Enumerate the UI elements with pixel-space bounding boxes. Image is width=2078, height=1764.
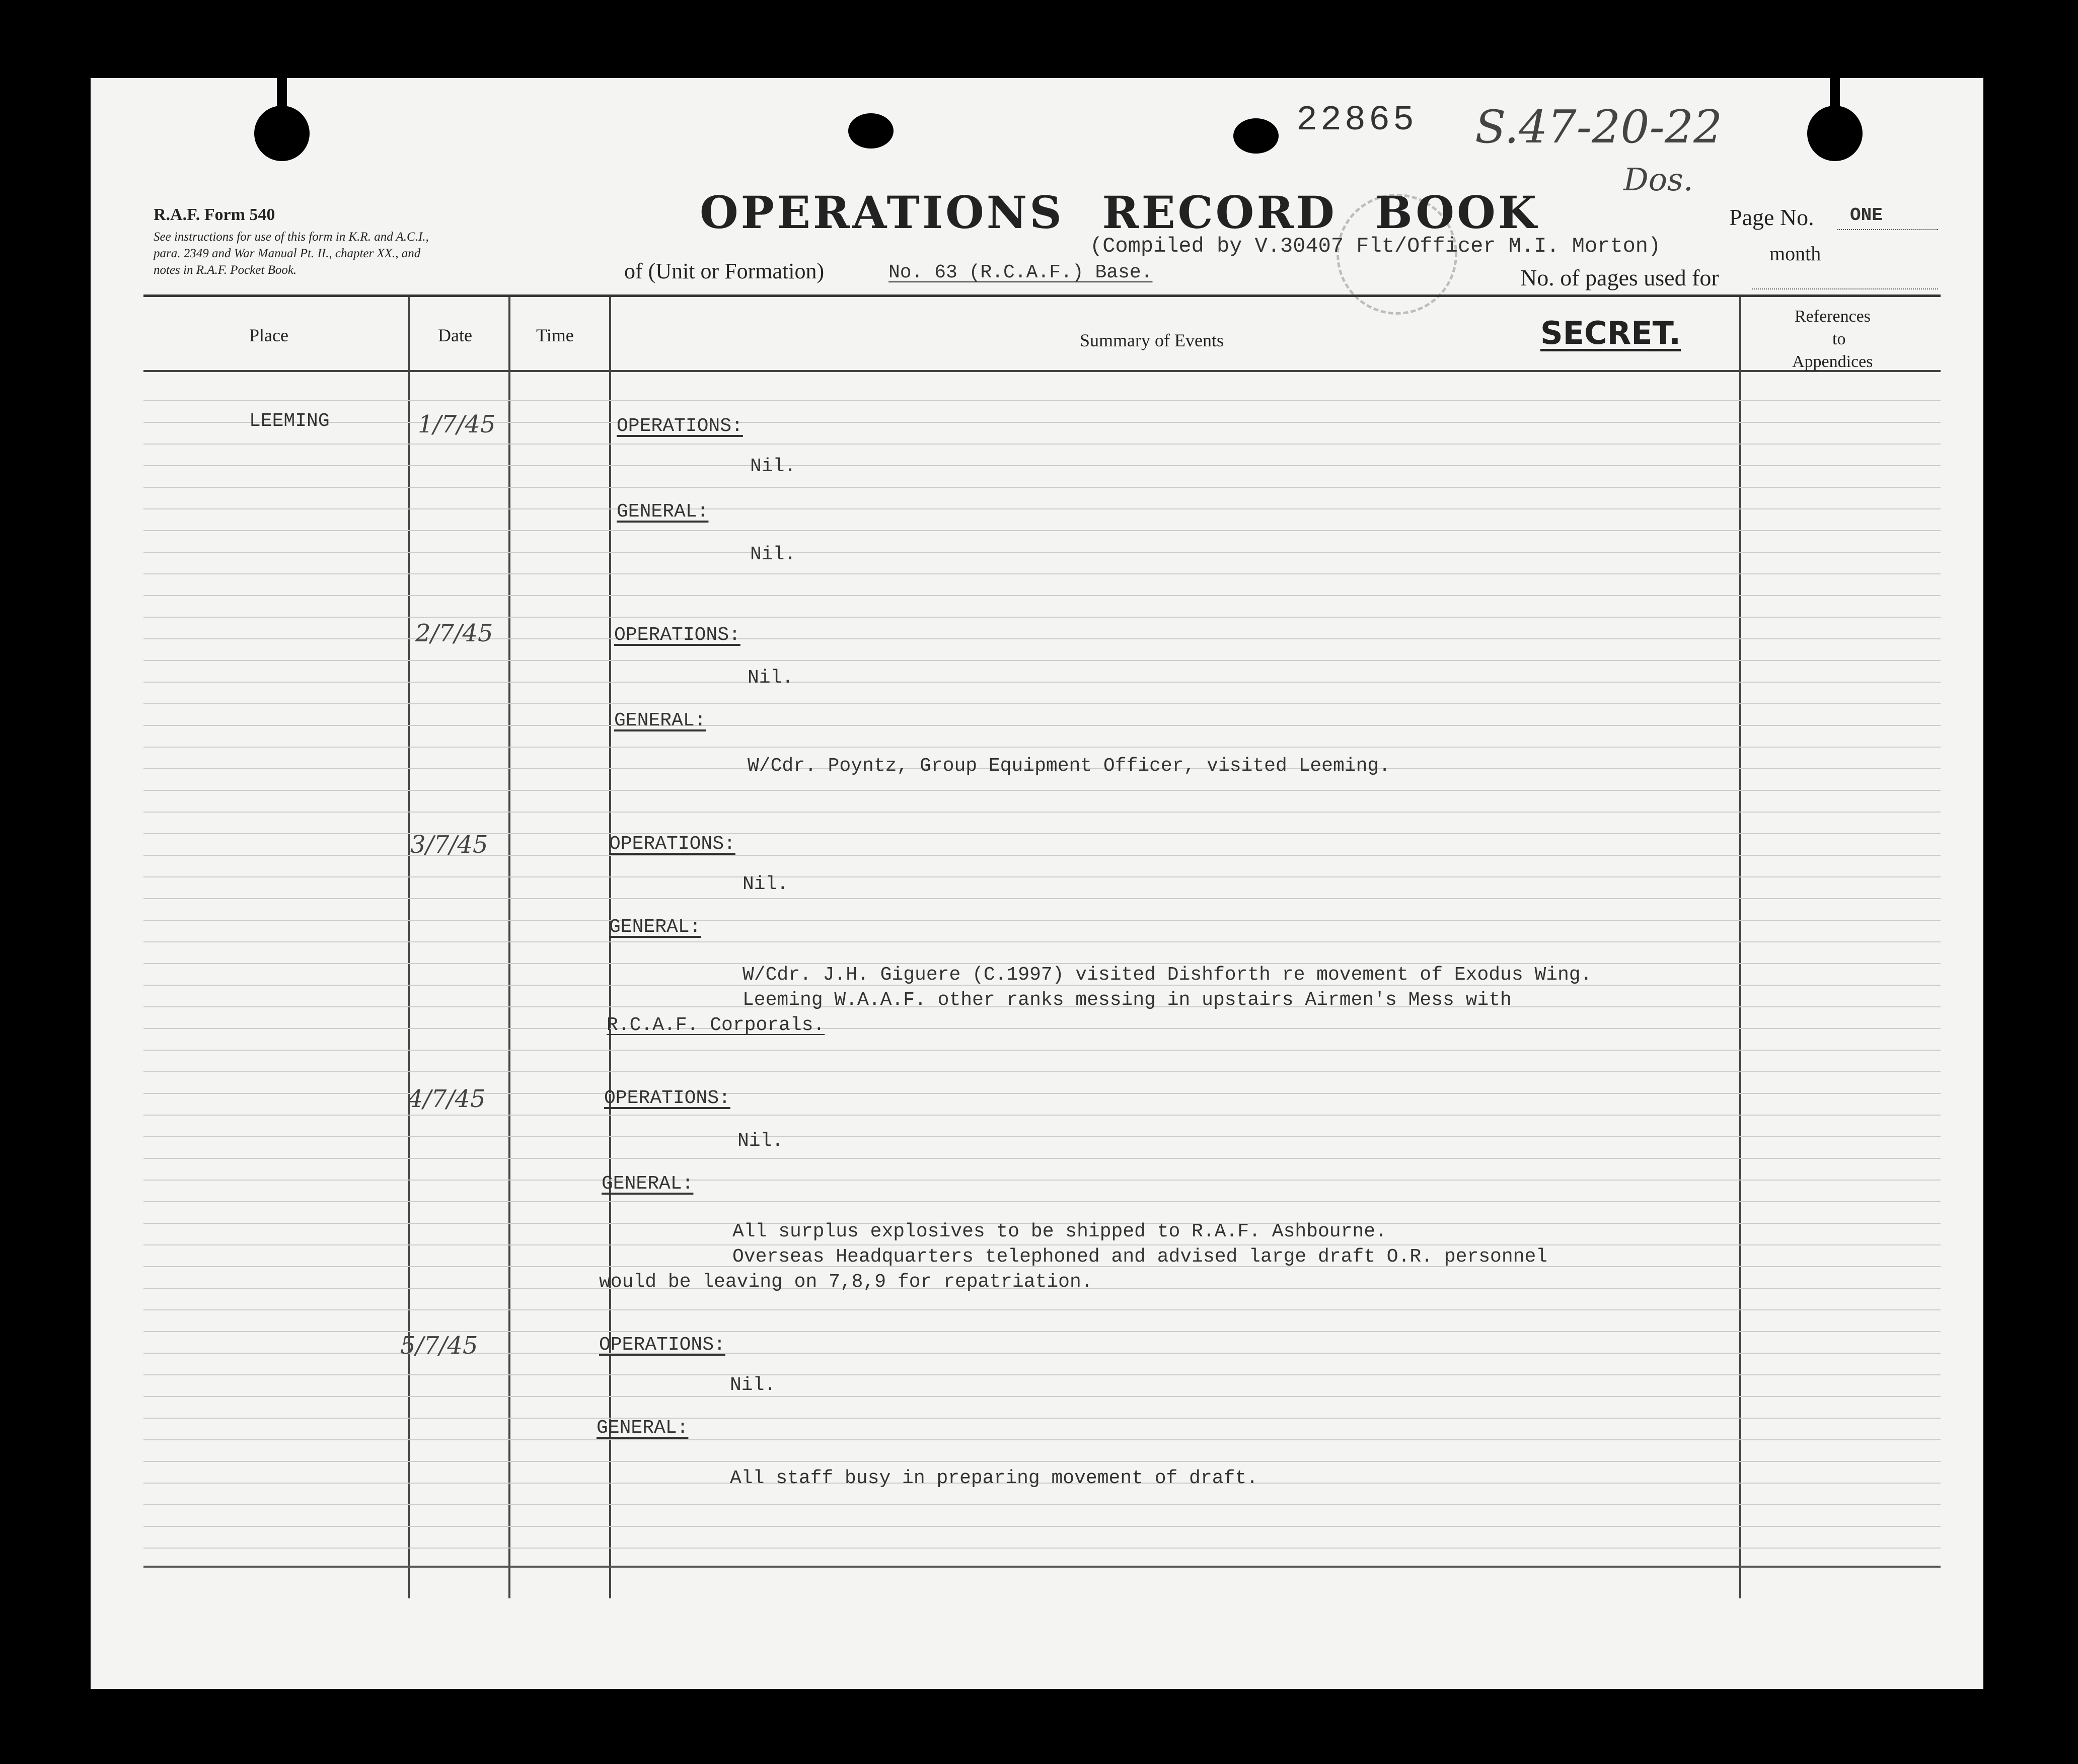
- entry-heading: OPERATIONS:: [614, 624, 740, 646]
- secret-label: SECRET.: [1540, 315, 1681, 351]
- pages-used-value: month: [1769, 242, 1821, 265]
- ruled-line: [143, 1309, 1941, 1310]
- header-bottom-rule: [143, 370, 1941, 372]
- ruled-line: [143, 400, 1941, 401]
- ruled-line: [143, 1526, 1941, 1527]
- handwritten-initials: Dos.: [1623, 161, 1693, 198]
- ruled-line: [143, 747, 1941, 748]
- ruled-line: [143, 444, 1941, 445]
- ruled-line: [143, 487, 1941, 488]
- col-rule-date: [408, 297, 410, 1598]
- ruled-line: [143, 1374, 1941, 1375]
- form-name: R.A.F. Form 540: [154, 205, 275, 224]
- ruled-line: [143, 617, 1941, 618]
- document-number: 22865: [1296, 101, 1418, 140]
- pages-used-underline: [1752, 288, 1938, 289]
- col-refs-2: to: [1832, 330, 1846, 348]
- entry-text: All staff busy in preparing movement of draft.: [730, 1467, 1258, 1489]
- entry-text: Nil.: [743, 873, 789, 895]
- ruled-line: [143, 508, 1941, 509]
- ruled-line: [143, 638, 1941, 639]
- pages-used-label: No. of pages used for: [1520, 265, 1719, 290]
- ruled-line: [143, 1028, 1941, 1029]
- entry-heading: OPERATIONS:: [617, 415, 743, 437]
- col-rule-summary: [609, 297, 611, 1598]
- entry-heading: OPERATIONS:: [604, 1087, 730, 1109]
- ruled-line: [143, 812, 1941, 813]
- entry-text: W/Cdr. Poyntz, Group Equipment Officer, visited Leeming.: [748, 755, 1391, 777]
- ruled-line: [143, 1201, 1941, 1202]
- compiled-by: (Compiled by V.30407 Flt/Officer M.I. Morton): [1090, 234, 1661, 258]
- ruled-line: [143, 790, 1941, 791]
- ruled-line: [143, 573, 1941, 574]
- entry-text: Nil.: [750, 544, 796, 565]
- record-sheet: [91, 78, 1983, 1689]
- ruled-line: [143, 1158, 1941, 1159]
- form-instructions-1: See instructions for use of this form in K.R. and A.C.I.,: [154, 230, 429, 244]
- entry-text: R.C.A.F. Corporals.: [607, 1014, 825, 1036]
- entry-text: All surplus explosives to be shipped to R.A.F. Ashbourne.: [732, 1221, 1387, 1242]
- entry-text: Nil.: [750, 456, 796, 477]
- binder-hole-left: [254, 106, 310, 161]
- ruled-line: [143, 1461, 1941, 1462]
- form-instructions-2: para. 2349 and War Manual Pt. II., chapter XX., and: [154, 247, 421, 260]
- date-entry: 1/7/45: [418, 410, 496, 438]
- col-date: Date: [438, 325, 472, 345]
- entry-heading: OPERATIONS:: [599, 1334, 725, 1356]
- unit-label: of (Unit or Formation): [624, 259, 825, 283]
- ruled-line: [143, 595, 1941, 596]
- col-rule-refs: [1739, 297, 1741, 1598]
- date-entry: 5/7/45: [400, 1332, 478, 1360]
- punch-hole-centre: [848, 113, 894, 149]
- ruled-line: [143, 1504, 1941, 1505]
- entry-heading: GENERAL:: [602, 1173, 694, 1195]
- entry-heading: GENERAL:: [597, 1417, 689, 1439]
- ruled-line: [143, 1071, 1941, 1072]
- ruled-line: [143, 1136, 1941, 1137]
- col-summary: Summary of Events: [1080, 330, 1224, 350]
- entry-heading: GENERAL:: [614, 710, 706, 731]
- entry-text: W/Cdr. J.H. Giguere (C.1997) visited Dishforth re movement of Exodus Wing.: [743, 964, 1592, 986]
- entry-text: Overseas Headquarters telephoned and advised large draft O.R. personnel: [732, 1246, 1548, 1268]
- place-value: LEEMING: [249, 410, 330, 432]
- entry-heading: OPERATIONS:: [609, 833, 735, 855]
- ruled-line: [143, 552, 1941, 553]
- ruled-line: [143, 422, 1941, 423]
- binder-hole-right: [1807, 106, 1863, 161]
- ruled-line: [143, 1244, 1941, 1245]
- page-no-label: Page No.: [1729, 204, 1814, 230]
- entry-text: Nil.: [730, 1374, 776, 1396]
- ruled-line: [143, 660, 1941, 661]
- col-place: Place: [249, 325, 288, 345]
- ruled-line: [143, 1050, 1941, 1051]
- entry-text: Nil.: [737, 1130, 784, 1152]
- page-no-value: ONE: [1850, 205, 1883, 226]
- unit-value: No. 63 (R.C.A.F.) Base.: [888, 262, 1153, 283]
- page-title: OPERATIONS RECORD BOOK: [700, 186, 1539, 239]
- ruled-line: [143, 941, 1941, 942]
- ruled-line: [143, 530, 1941, 531]
- col-rule-time: [508, 297, 510, 1598]
- ruled-line: [143, 876, 1941, 877]
- bottom-rule: [143, 1566, 1941, 1568]
- entry-text: Leeming W.A.A.F. other ranks messing in upstairs Airmen's Mess with: [743, 989, 1512, 1011]
- form-instructions-3: notes in R.A.F. Pocket Book.: [154, 263, 297, 277]
- entry-heading: GENERAL:: [609, 916, 701, 938]
- page-no-underline: [1837, 229, 1938, 230]
- punch-hole-number: [1233, 118, 1279, 154]
- ruled-line: [143, 1396, 1941, 1397]
- ruled-line: [143, 725, 1941, 726]
- ruled-line: [143, 1180, 1941, 1181]
- entry-text: would be leaving on 7,8,9 for repatriation.: [599, 1271, 1093, 1293]
- entry-text: Nil.: [748, 667, 794, 689]
- col-refs-3: Appendices: [1792, 352, 1873, 371]
- ruled-line: [143, 898, 1941, 899]
- ruled-line: [143, 1548, 1941, 1549]
- date-entry: 4/7/45: [408, 1085, 486, 1113]
- date-entry: 2/7/45: [415, 619, 493, 647]
- ruled-line: [143, 465, 1941, 466]
- col-refs-1: References: [1795, 307, 1871, 326]
- col-time: Time: [536, 325, 574, 345]
- entry-heading: GENERAL:: [617, 501, 709, 523]
- header-top-rule: [143, 295, 1941, 297]
- ruled-line: [143, 682, 1941, 683]
- ruled-line: [143, 1115, 1941, 1116]
- ruled-line: [143, 1418, 1941, 1419]
- ruled-line: [143, 920, 1941, 921]
- ruled-line: [143, 1439, 1941, 1440]
- handwritten-reference: S.47-20-22: [1475, 101, 1723, 154]
- ruled-line: [143, 703, 1941, 704]
- date-entry: 3/7/45: [410, 831, 488, 859]
